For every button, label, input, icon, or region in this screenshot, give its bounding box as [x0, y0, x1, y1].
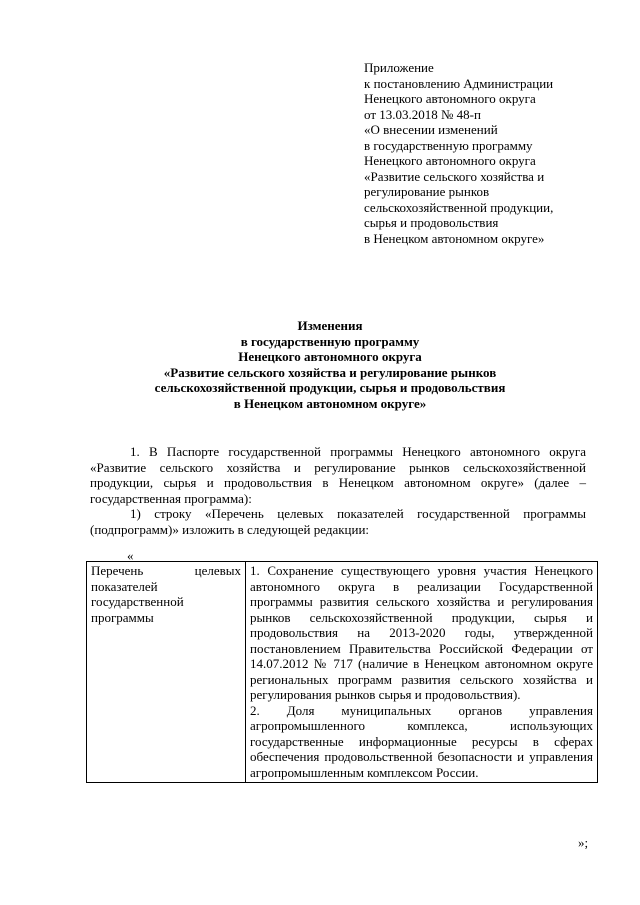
appendix-line: регулирование рынков — [364, 184, 490, 199]
label-line: показателей — [91, 578, 158, 594]
label-line-1 — [91, 563, 241, 579]
appendix-line: «Развитие сельского хозяйства и — [364, 168, 545, 184]
title-line: в Ненецком автономном округе» — [233, 395, 427, 411]
appendix-line: сырья и продовольствия — [364, 215, 499, 230]
appendix-line: Приложение — [364, 60, 434, 75]
title-line: сельскохозяйственной продукции, сырья и продовольствия — [154, 380, 506, 395]
label-word: целевых — [194, 563, 241, 578]
table-label-cell — [87, 562, 246, 783]
indicator-item-1: 1. Сохранение существующего уровня участия Ненецкого автономного округа в реализации Государственной программы развития сельского хозяйства и регулирования рынков сельскохозяйственной продукции, сырья и продовольствия на 2013-2020 годы, утвержденной постановлением Правительства Российской Федерации от 14.07.2012 № 717 (наличие в Ненецком автономном округе региональных программ развития сельского хозяйства и регулирования рынков сырья и продовольствия). — [250, 563, 593, 702]
appendix-line: «О внесении изменений — [364, 122, 498, 137]
title-line: Ненецкого автономного округа — [238, 349, 422, 364]
appendix-line: к постановлению Администрации — [364, 75, 554, 91]
appendix-line: от 13.03.2018 № 48-п — [364, 106, 481, 122]
appendix-line: в Ненецком автономном округе» — [364, 230, 545, 246]
label-line: программы — [91, 609, 154, 625]
label-word: Перечень — [91, 563, 144, 578]
title-line: Изменения — [297, 318, 363, 333]
appendix-line: Ненецкого автономного округа — [364, 153, 536, 168]
table-row — [87, 562, 598, 783]
indicator-item-2: 2. Доля муниципальных органов управления агропромышленного комплекса, использующих государственные информационные ресурсы в сферах обеспечения продовольственной безопасности и управления агропромышленным комплексом России. — [250, 702, 593, 780]
closing-quote: »; — [578, 835, 589, 850]
appendix-header — [364, 60, 614, 246]
document-title — [80, 318, 580, 411]
title-line: в государственную программу — [240, 333, 420, 349]
title-line: «Развитие сельского хозяйства и регулирование рынков — [163, 364, 497, 380]
body-text — [90, 444, 586, 537]
paragraph-1: 1. В Паспорте государственной программы Ненецкого автономного округа «Развитие сельского хозяйства и регулирование рынков сельскохозяйственной продукции, сырья и продовольствия в Ненецком автономном округе» (далее – государственная программа): — [90, 444, 586, 506]
appendix-line: в государственную программу — [364, 137, 533, 153]
indicators-table — [86, 561, 598, 783]
appendix-line: Ненецкого автономного округа — [364, 91, 536, 106]
opening-quote: « — [127, 548, 134, 563]
paragraph-2: 1) строку «Перечень целевых показателей государственной программы (подпрограмм)» изложить в следующей редакции: — [90, 506, 586, 537]
label-line: государственной — [91, 594, 184, 609]
table-content-cell — [246, 562, 598, 783]
appendix-line: сельскохозяйственной продукции, — [364, 199, 554, 215]
